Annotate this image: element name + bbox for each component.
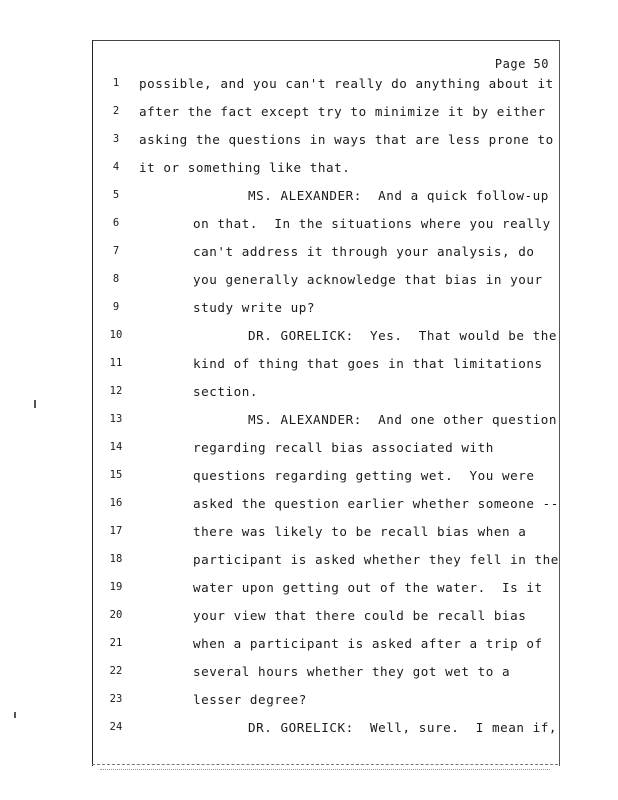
transcript-line [93,132,559,156]
line-text: DR. GORELICK: Well, sure. I mean if, [248,720,558,735]
line-text: there was likely to be recall bias when a [193,524,527,539]
transcript-line [93,104,559,128]
line-text: lesser degree? [193,692,307,707]
line-text: regarding recall bias associated with [193,440,494,455]
line-number: 23 [109,693,123,705]
transcript-line [93,216,559,240]
line-number: 12 [109,385,123,397]
line-number: 2 [112,105,120,117]
transcript-line [93,664,559,688]
transcript-line [93,636,559,660]
line-number: 16 [109,497,123,509]
transcript-line [93,356,559,380]
line-text: questions regarding getting wet. You were [193,468,535,483]
line-text: MS. ALEXANDER: And a quick follow-up [248,188,549,203]
transcript-line [93,300,559,324]
page-number: Page 50 [494,57,549,71]
transcript-line [93,412,559,436]
line-number: 7 [112,245,120,257]
transcript-line [93,328,559,352]
transcript-line [93,552,559,576]
line-number: 21 [109,637,123,649]
line-text: asked the question earlier whether someone -- [193,496,559,511]
margin-mark-left-lower [14,712,16,718]
line-number: 3 [112,133,120,145]
line-number: 4 [112,161,120,173]
line-text: water upon getting out of the water. Is it [193,580,543,595]
line-text: when a participant is asked after a trip of [193,636,543,651]
transcript-line [93,188,559,212]
line-text: your view that there could be recall bias [193,608,527,623]
transcript-page [92,40,560,766]
line-number: 6 [112,217,120,229]
line-text: study write up? [193,300,315,315]
margin-mark-left [34,400,36,408]
transcript-line [93,692,559,716]
line-number: 18 [109,553,123,565]
line-number: 1 [112,77,120,89]
transcript-line [93,580,559,604]
transcript-line [93,720,559,744]
line-number: 20 [109,609,123,621]
bottom-rule-secondary [100,769,550,770]
line-text: possible, and you can't really do anything about it [139,76,554,91]
line-number: 22 [109,665,123,677]
line-text: participant is asked whether they fell in the [193,552,559,567]
transcript-line [93,468,559,492]
line-text: it or something like that. [139,160,351,175]
transcript-line [93,76,559,100]
line-text: several hours whether they got wet to a [193,664,511,679]
line-number: 9 [112,301,120,313]
line-number: 15 [109,469,123,481]
transcript-line [93,244,559,268]
line-number: 14 [109,441,123,453]
line-number: 19 [109,581,123,593]
line-number: 13 [109,413,123,425]
transcript-line [93,384,559,408]
transcript-line [93,608,559,632]
line-number: 24 [109,721,123,733]
bottom-rule [92,764,558,765]
line-number: 5 [112,189,120,201]
transcript-line [93,160,559,184]
line-number: 17 [109,525,123,537]
line-text: can't address it through your analysis, do [193,244,535,259]
line-text: kind of thing that goes in that limitations [193,356,543,371]
line-number: 10 [109,329,123,341]
transcript-line [93,496,559,520]
transcript-line [93,524,559,548]
line-number: 11 [109,357,123,369]
transcript-line [93,272,559,296]
line-number: 8 [112,273,120,285]
line-text: MS. ALEXANDER: And one other question [248,412,558,427]
line-text: section. [193,384,259,399]
transcript-line [93,440,559,464]
line-text: on that. In the situations where you really [193,216,551,231]
line-text: DR. GORELICK: Yes. That would be the [248,328,558,343]
line-text: after the fact except try to minimize it by either [139,104,546,119]
line-text: asking the questions in ways that are less prone to [139,132,554,147]
line-text: you generally acknowledge that bias in your [193,272,543,287]
